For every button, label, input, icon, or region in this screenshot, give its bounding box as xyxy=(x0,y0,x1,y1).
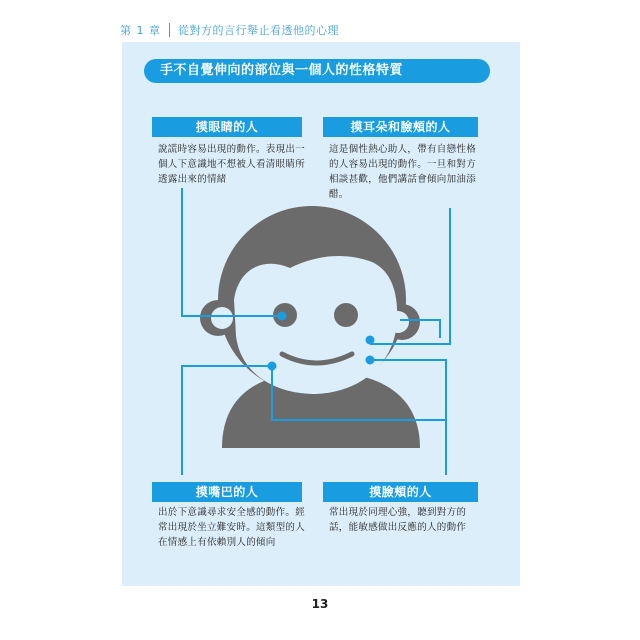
mouth-dot xyxy=(268,362,277,371)
eyes-dot xyxy=(278,312,287,321)
left-ear-inner xyxy=(211,307,233,329)
ears-description: 這是個性熱心助人，帶有自戀性格的人容易出現的動作。一旦和對方相談甚歡，他們講話會傾向加油添醋。 xyxy=(329,144,477,200)
eyes-label: 摸眼睛的人 xyxy=(152,117,302,137)
ear-dot xyxy=(366,336,375,345)
eyes-description: 說謊時容易出現的動作。表現出一個人下意識地不想被人看清眼睛所透露出來的情緒 xyxy=(158,144,306,185)
ears-label: 摸耳朵和臉頰的人 xyxy=(323,117,478,137)
chapter-title: 從對方的言行舉止看透他的心理 xyxy=(178,24,339,37)
chapter-label: 第 1 章 xyxy=(120,24,161,37)
section-banner: 手不自覺伸向的部位與一個人的性格特質 xyxy=(144,59,490,83)
cheek-description: 常出現於同理心強，聽到對方的話，能敏感做出反應的人的動作 xyxy=(329,507,467,533)
right-eye xyxy=(334,303,358,327)
cheek-dot xyxy=(366,356,375,365)
page-number: 13 xyxy=(311,597,329,611)
mouth-description: 出於下意識尋求安全感的動作。經常出現於坐立難安時。這類型的人在情感上有依賴別人的傾向 xyxy=(158,507,306,548)
figure-face xyxy=(234,256,397,394)
mouth-label: 摸嘴巴的人 xyxy=(152,482,302,502)
cheek-label: 摸臉頰的人 xyxy=(323,482,478,502)
